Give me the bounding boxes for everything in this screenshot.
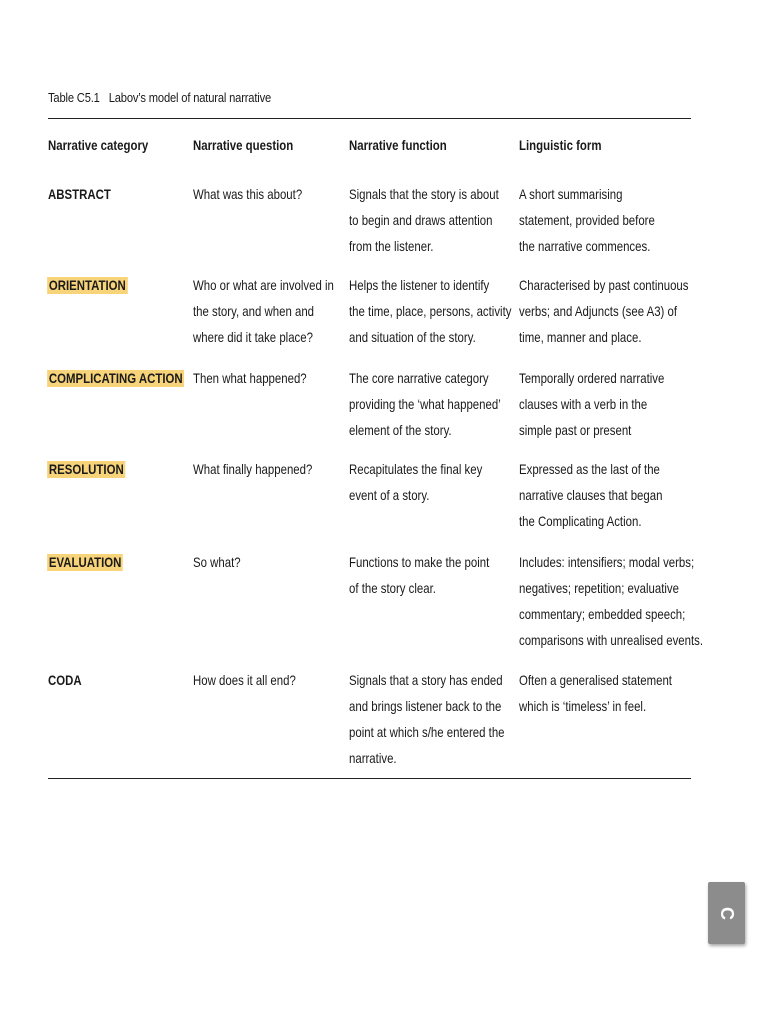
function-cell: [349, 550, 489, 602]
cell-line: simple past or present: [519, 423, 632, 438]
cell-line: point at which s/he entered the: [349, 725, 505, 740]
cell-line: Then what happened?: [193, 371, 307, 386]
question-cell: [193, 182, 302, 208]
cell-line: time, manner and place.: [519, 330, 642, 345]
cell-line: to begin and draws attention: [349, 213, 493, 228]
question-cell: [193, 668, 296, 694]
question-cell: [193, 550, 241, 576]
category-label: ORIENTATION: [48, 278, 126, 293]
form-cell: [519, 182, 655, 260]
function-cell: [349, 366, 501, 444]
category-cell: [48, 457, 125, 483]
table-number: Table C5.1: [48, 90, 100, 105]
form-cell: [519, 550, 703, 654]
form-cell: [519, 668, 672, 720]
table-bottom-rule: [48, 778, 691, 779]
cell-line: narrative clauses that began: [519, 488, 663, 503]
cell-line: narrative.: [349, 751, 397, 766]
cell-line: of the story clear.: [349, 581, 436, 596]
cell-line: statement, provided before: [519, 213, 655, 228]
cell-line: A short summarising: [519, 187, 623, 202]
function-cell: [349, 457, 482, 509]
cell-line: Recapitulates the final key: [349, 462, 483, 477]
cell-line: element of the story.: [349, 423, 452, 438]
cell-line: Helps the listener to identify: [349, 278, 490, 293]
category-label: COMPLICATING ACTION: [48, 371, 183, 386]
category-cell: [48, 668, 82, 694]
cell-line: negatives; repetition; evaluative: [519, 581, 679, 596]
side-tab-label: C: [717, 906, 737, 920]
cell-line: and situation of the story.: [349, 330, 476, 345]
function-cell: [349, 668, 505, 772]
cell-line: verbs; and Adjuncts (see A3) of: [519, 304, 678, 319]
category-cell: [48, 366, 184, 392]
cell-line: Often a generalised statement: [519, 673, 672, 688]
table-title: Labov’s model of natural narrative: [108, 90, 272, 105]
question-cell: [193, 366, 307, 392]
cell-line: which is ‘timeless’ in feel.: [519, 699, 647, 714]
cell-line: The core narrative category: [349, 371, 489, 386]
header-narrative-function: Narrative function: [349, 138, 447, 153]
cell-line: What was this about?: [193, 187, 303, 202]
cell-line: Functions to make the point: [349, 555, 490, 570]
cell-line: where did it take place?: [193, 330, 313, 345]
cell-line: How does it all end?: [193, 673, 296, 688]
function-cell: [349, 273, 511, 351]
cell-line: the narrative commences.: [519, 239, 651, 254]
category-cell: [48, 273, 127, 299]
cell-line: from the listener.: [349, 239, 434, 254]
cell-line: Signals that a story has ended: [349, 673, 503, 688]
form-cell: [519, 366, 664, 444]
function-cell: [349, 182, 499, 260]
cell-line: Who or what are involved in: [193, 278, 334, 293]
cell-line: clauses with a verb in the: [519, 397, 648, 412]
question-cell: [193, 457, 312, 483]
cell-line: and brings listener back to the: [349, 699, 502, 714]
cell-line: providing the ‘what happened’: [349, 397, 501, 412]
cell-line: Signals that the story is about: [349, 187, 499, 202]
cell-line: comparisons with unrealised events.: [519, 633, 704, 648]
table-caption: [48, 90, 271, 105]
table-top-rule: [48, 118, 691, 119]
question-cell: [193, 273, 334, 351]
header-narrative-question: Narrative question: [193, 138, 294, 153]
cell-line: What finally happened?: [193, 462, 313, 477]
category-label: RESOLUTION: [48, 462, 124, 477]
cell-line: Includes: intensifiers; modal verbs;: [519, 555, 695, 570]
cell-line: So what?: [193, 555, 241, 570]
cell-line: the story, and when and: [193, 304, 315, 319]
header-linguistic-form: Linguistic form: [519, 138, 602, 153]
cell-line: the Complicating Action.: [519, 514, 642, 529]
category-cell: [48, 550, 122, 576]
category-label: EVALUATION: [48, 555, 122, 570]
side-tab-button[interactable]: [708, 882, 745, 944]
category-label: CODA: [48, 673, 82, 688]
cell-line: Expressed as the last of the: [519, 462, 660, 477]
category-cell: [48, 182, 111, 208]
cell-line: event of a story.: [349, 488, 430, 503]
cell-line: commentary; embedded speech;: [519, 607, 686, 622]
header-narrative-category: Narrative category: [48, 138, 149, 153]
cell-line: Characterised by past continuous: [519, 278, 689, 293]
form-cell: [519, 457, 662, 535]
form-cell: [519, 273, 688, 351]
category-label: ABSTRACT: [48, 187, 111, 202]
cell-line: Temporally ordered narrative: [519, 371, 665, 386]
cell-line: the time, place, persons, activity: [349, 304, 512, 319]
